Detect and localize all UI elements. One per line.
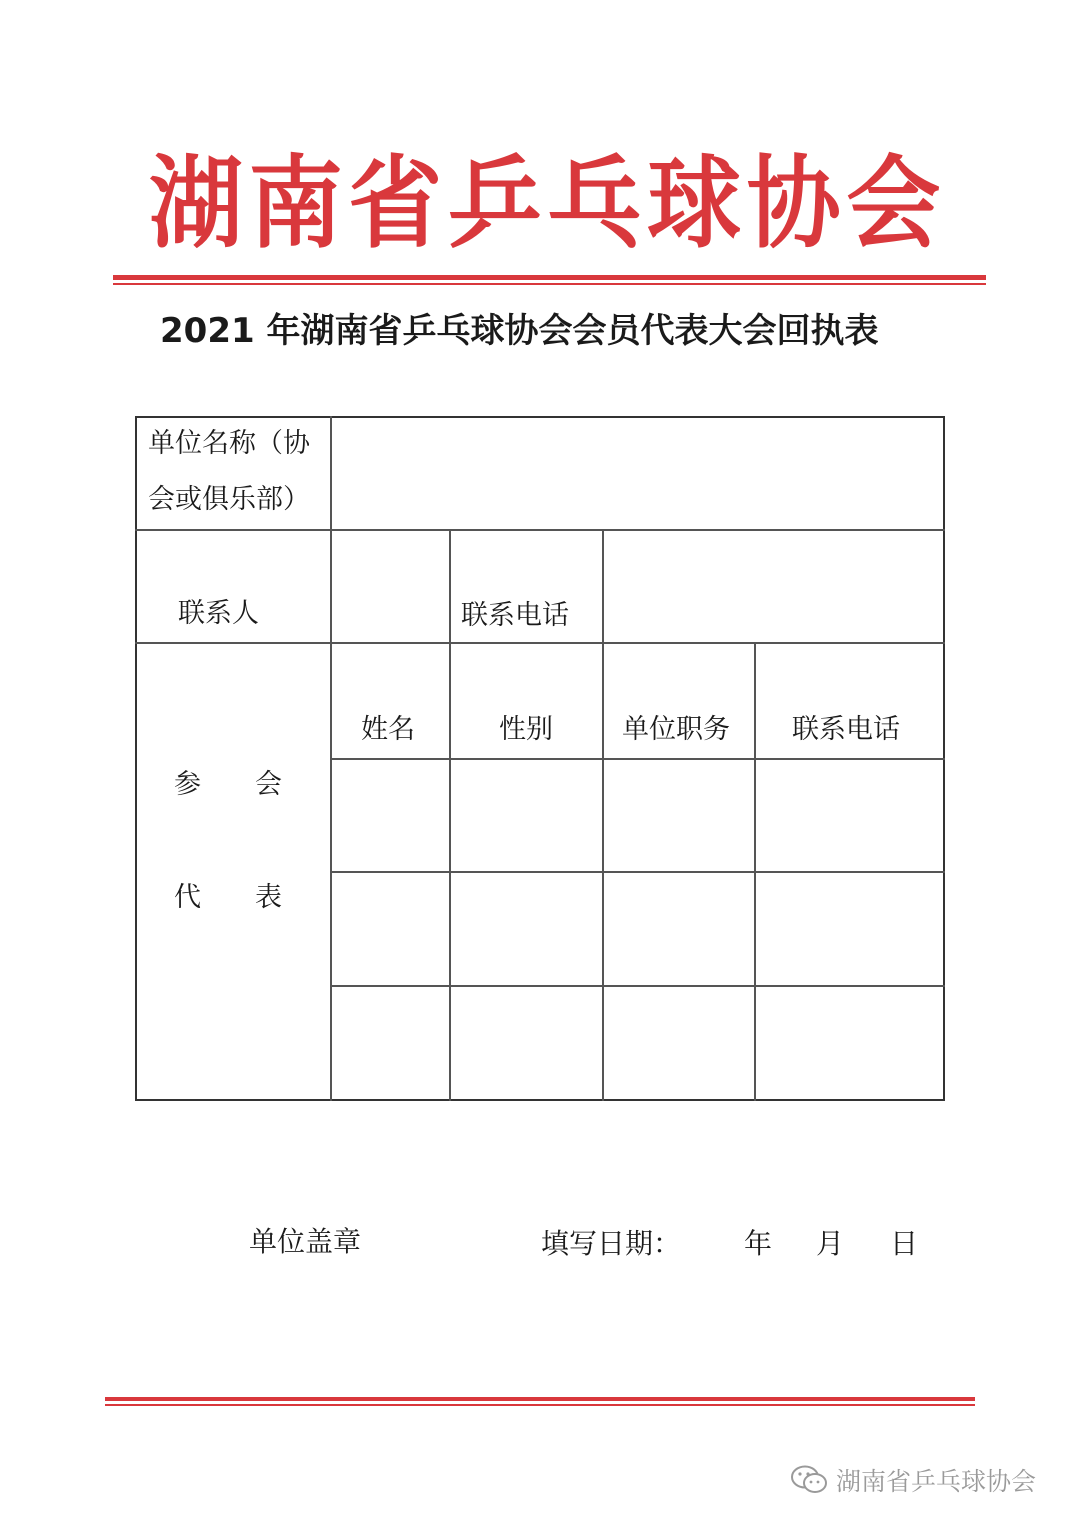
column-header-name: 姓名 — [361, 714, 415, 745]
unit-name-field[interactable] — [332, 418, 943, 528]
delegates-label-continued: 代 表 — [174, 882, 282, 913]
letterhead-organization-name: 湖南省乒乓球协会 — [148, 144, 947, 262]
delegate-row-1[interactable] — [332, 760, 943, 870]
letterhead-red-rule — [113, 275, 986, 280]
year-label: 年 — [744, 1227, 773, 1260]
delegate-row-3[interactable] — [332, 987, 943, 1099]
day-label: 日 — [890, 1227, 919, 1260]
contact-phone-label: 联系电话 — [461, 600, 569, 631]
column-header-phone: 联系电话 — [792, 714, 900, 745]
letterhead-red-rule-thin — [113, 283, 986, 285]
delegates-label: 参 会 — [174, 769, 282, 800]
form-title: 2021 年湖南省乒乓球协会会员代表大会回执表 — [160, 311, 879, 351]
seal-label: 单位盖章 — [249, 1225, 362, 1258]
column-header-position: 单位职务 — [622, 714, 730, 745]
unit-name-label: 单位名称（协 — [148, 428, 310, 459]
delegate-row-2[interactable] — [332, 873, 943, 984]
date-label: 填写日期： — [541, 1227, 682, 1260]
footer-red-rule — [105, 1397, 975, 1401]
column-header-gender: 性别 — [499, 714, 553, 745]
table-row-divider — [135, 642, 945, 644]
month-label: 月 — [816, 1227, 845, 1260]
unit-name-label-continued: 会或俱乐部） — [148, 484, 310, 515]
contact-phone-field[interactable] — [604, 531, 943, 641]
wechat-watermark — [790, 1460, 1036, 1500]
contact-person-field[interactable] — [332, 531, 448, 641]
contact-person-label: 联系人 — [178, 598, 259, 629]
footer-red-rule-thin — [105, 1404, 975, 1406]
wechat-icon — [790, 1464, 828, 1496]
watermark-text: 湖南省乒乓球协会 — [836, 1467, 1037, 1496]
